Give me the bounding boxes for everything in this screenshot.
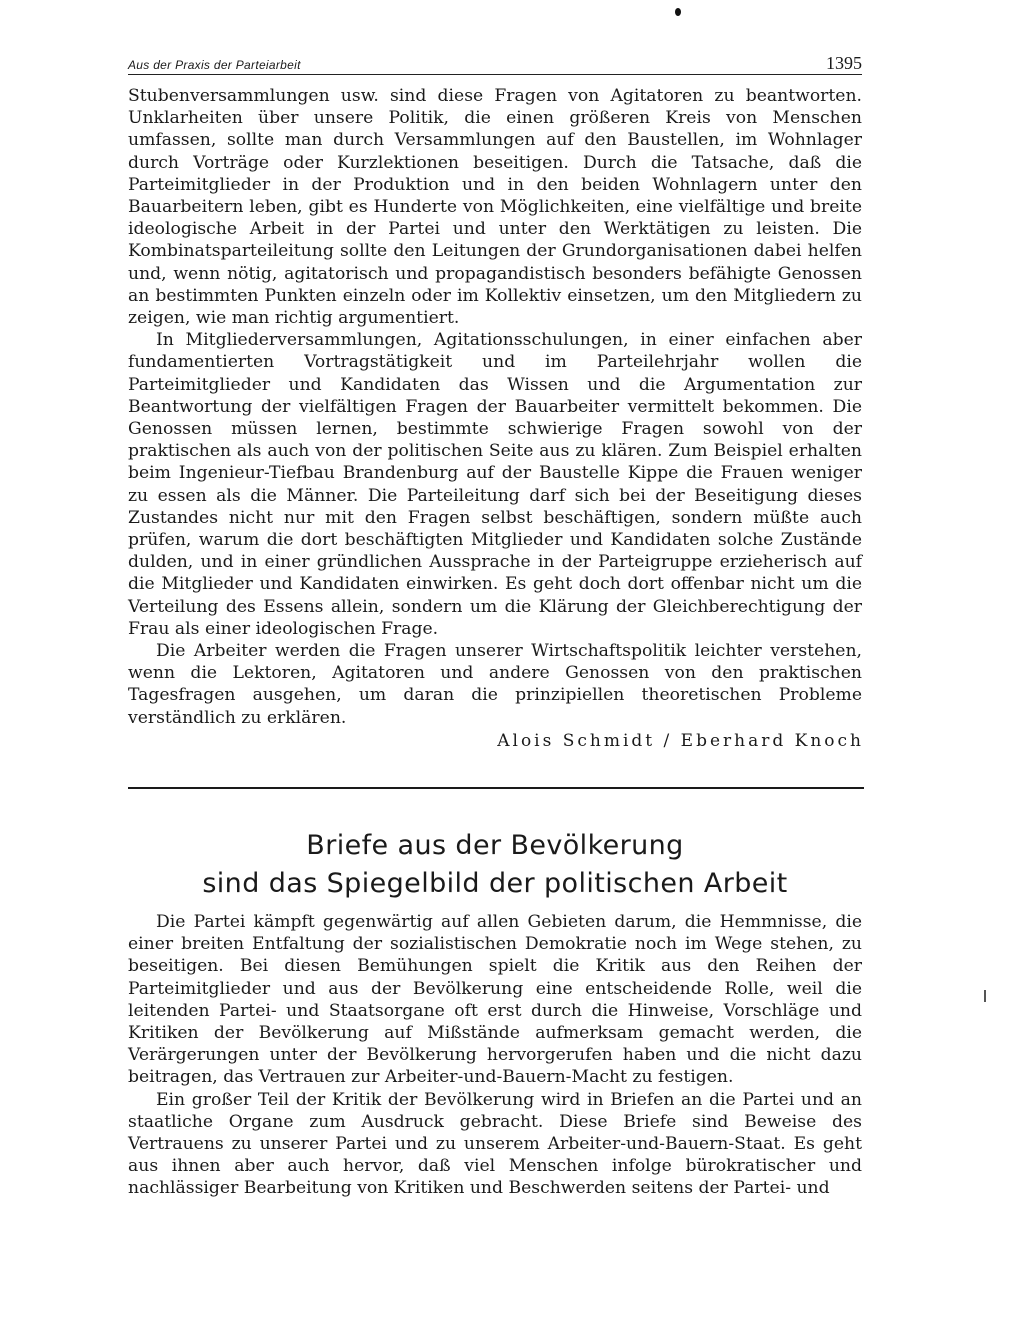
ink-tick-mark <box>984 990 986 1002</box>
running-header <box>128 48 862 75</box>
article2-paragraph-2: Ein großer Teil der Kritik der Bevölkerung wird in Briefen an die Partei und an staatliche Organe zum Ausdruck gebracht. Diese Briefe sind Beweise des Vertrauens zu unserer Partei und zu unserem Arbeiter-und-Bauern-Staat. Es geht aus ihnen aber auch hervor, daß viel Menschen infolge bürokratischer und nachlässiger Bearbeitung von Kritiken und Beschwerden seitens der Partei- und <box>128 1089 862 1199</box>
article1-paragraph-1: Stubenversammlungen usw. sind diese Fragen von Agitatoren zu beantworten. Unklarheiten über unsere Politik, die einen größeren Kreis von Menschen umfassen, sollte man durch Versammlungen auf den Baustellen, im Wohnlager durch Vorträge oder Kurzlektionen beseitigen. Durch die Tatsache, daß die Parteimitglieder in der Produktion und in den beiden Wohnlagern unter den Bauarbeitern leben, gibt es Hunderte von Möglichkeiten, eine vielfältige und breite ideologische Arbeit in der Partei und unter den Werktätigen zu leisten. Die Kombinatsparteileitung sollte den Leitungen der Grundorganisationen dabei helfen und, wenn nötig, agitatorisch und propagandistisch besonders befähigte Genossen an bestimmten Punkten einzeln oder im Kollektiv einsetzen, um den Mitgliedern zu zeigen, wie man richtig argumentiert. <box>128 86 862 329</box>
headline-line-1: Briefe aus der Bevölkerung <box>306 829 684 861</box>
author-byline: Alois Schmidt / Eberhard Knoch <box>497 730 864 751</box>
article-continued <box>128 85 862 753</box>
headline-line-2: sind das Spiegelbild der politischen Arbeit <box>202 867 788 899</box>
article2-paragraph-1: Die Partei kämpft gegenwärtig auf allen Gebieten darum, die Hemmnisse, die einer breiten Entfaltung der sozialistischen Demokratie noch im Wege stehen, zu beseitigen. Bei diesen Bemühungen spielt die Kritik aus den Reihen der Parteimitglieder und aus der Bevölkerung eine entscheidende Rolle, weil die leitenden Partei- und Staatsorgane oft erst durch die Hinweise, Vorschläge und Kritiken der Bevölkerung auf Mißstände aufmerksam gemacht werden, die Verärgerungen unter der Bevölkerung hervorgerufen haben und die nicht dazu beitragen, das Vertrauen zur Arbeiter-und-Bauern-Macht zu festigen. <box>128 911 862 1088</box>
page-number: 1395 <box>826 53 862 73</box>
ink-dot-mark <box>675 8 681 16</box>
running-title: Aus der Praxis der Parteiarbeit <box>128 58 301 72</box>
page <box>128 48 862 1200</box>
article-letters <box>128 827 862 1200</box>
section-divider <box>128 787 864 789</box>
article1-paragraph-2: In Mitgliederversammlungen, Agitationsschulungen, in einer einfachen aber fundamentierten Vortragstätigkeit und im Parteilehrjahr wollen die Parteimitglieder und Kandidaten das Wissen und die Argumentation zur Beantwortung der vielfältigen Fragen der Bauarbeiter vermittelt bekommen. Die Genossen müssen lernen, bestimmte schwierige Fragen sowohl von der praktischen als auch von der politischen Seite aus zu klären. Zum Beispiel erhalten beim Ingenieur-Tiefbau Brandenburg auf der Baustelle Kippe die Frauen weniger zu essen als die Männer. Die Parteileitung darf sich bei der Beseitigung dieses Zustandes nicht nur mit den Fragen selbst beschäftigen, sondern müßte auch prüfen, warum die dort beschäftigten Mitglieder und Kandidaten solche Zustände dulden, und in einer gründlichen Aussprache in der Parteigruppe erzieherisch auf die Mitglieder und Kandidaten einwirken. Es geht doch dort offenbar nicht um die Verteilung des Essens allein, sondern um die Klärung der Gleichberechtigung der Frau als einer ideologischen Frage. <box>128 330 862 639</box>
article1-paragraph-3: Die Arbeiter werden die Fragen unserer Wirtschaftspolitik leichter verstehen, wenn die Lektoren, Agitatoren und andere Genossen von den praktischen Tagesfragen ausgehen, um daran die prinzipiellen theoretischen Probleme verständlich zu erklären. <box>128 641 862 728</box>
article-headline <box>128 827 862 903</box>
